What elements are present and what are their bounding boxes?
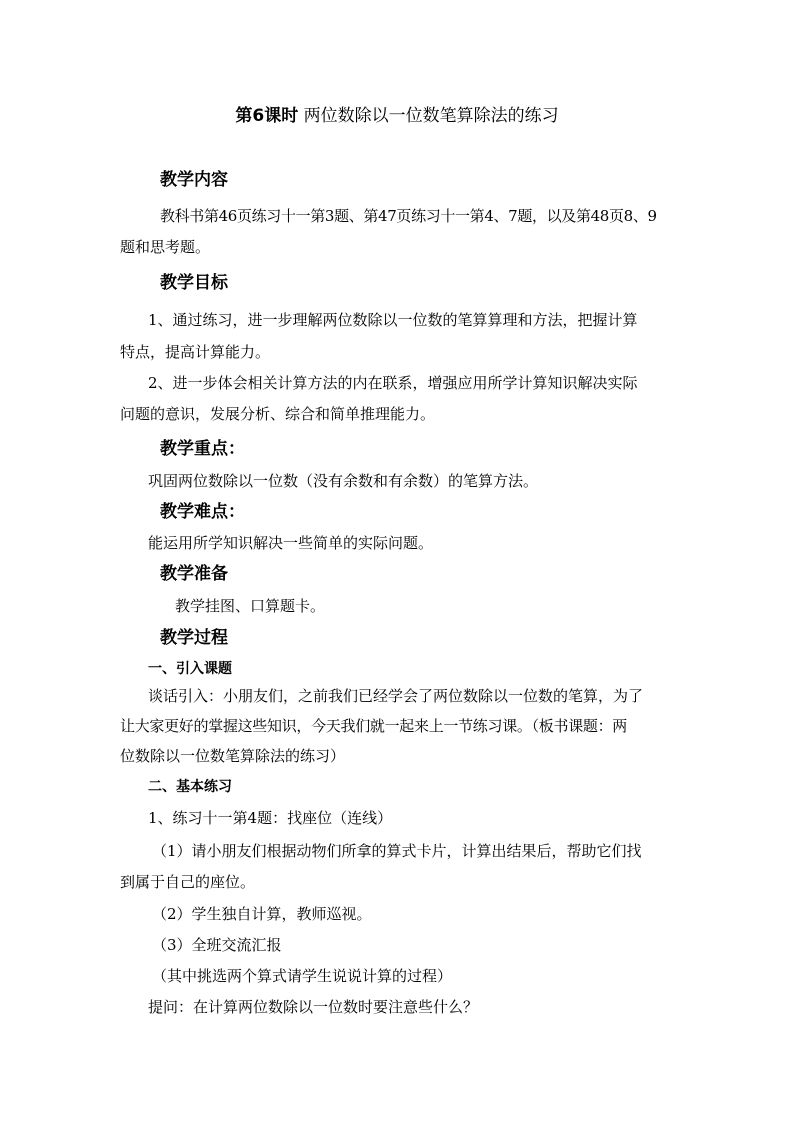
step-1-line-2: 到属于自己的座位。 (120, 873, 256, 891)
section-1-heading: 一、引入课题 (148, 661, 232, 677)
section-2-heading: 二、基本练习 (148, 779, 232, 795)
preparation-text: 教学挂图、口算题卡。 (175, 597, 326, 615)
difficulties-text: 能运用所学知识解决一些简单的实际问题。 (148, 534, 434, 552)
step-3: （3）全班交流汇报 (152, 936, 282, 954)
section-1-line-1: 谈话引入：小朋友们，之前我们已经学会了两位数除以一位数的笔算，为了 (148, 687, 644, 705)
step-note: （其中挑选两个算式请学生说说计算的过程） (152, 967, 453, 985)
key-points-text: 巩固两位数除以一位数（没有余数和有余数）的笔算方法。 (148, 472, 539, 490)
goal-1-line-1: 1、通过练习，进一步理解两位数除以一位数的笔算算理和方法，把握计算 (148, 311, 638, 329)
step-2: （2）学生独自计算，教师巡视。 (152, 905, 372, 923)
heading-content: 教学内容 (160, 170, 228, 190)
heading-preparation: 教学准备 (160, 564, 228, 584)
heading-difficulties: 教学难点： (160, 502, 245, 522)
lesson-name: 两位数除以一位数笔算除法的练习 (303, 106, 559, 126)
question: 提问：在计算两位数除以一位数时要注意些什么？ (148, 998, 479, 1016)
section-1-line-3: 位数除以一位数笔算除法的练习） (120, 747, 346, 765)
content-line-2: 题和思考题。 (120, 238, 211, 256)
goal-2-line-2: 问题的意识，发展分析、综合和简单推理能力。 (120, 405, 436, 423)
goal-2-line-1: 2、进一步体会相关计算方法的内在联系，增强应用所学计算知识解决实际 (148, 374, 638, 392)
content-line-1: 教科书第46页练习十一第3题、第47页练习十一第4、7题，以及第48页8、9 (160, 207, 657, 225)
heading-key-points: 教学重点： (160, 439, 245, 459)
heading-process: 教学过程 (160, 628, 228, 648)
practice-item-1: 1、练习十一第4题：找座位（连线） (148, 809, 393, 827)
goal-1-line-2: 特点，提高计算能力。 (120, 343, 271, 361)
page-title (0, 104, 794, 128)
section-1-line-2: 让大家更好的掌握这些知识，今天我们就一起来上一节练习课。（板书课题：两 (120, 717, 628, 735)
lesson-number: 第6课时 (235, 106, 299, 126)
heading-goals: 教学目标 (160, 273, 228, 293)
step-1-line-1: （1）请小朋友们根据动物们所拿的算式卡片，计算出结果后，帮助它们找 (152, 842, 642, 860)
